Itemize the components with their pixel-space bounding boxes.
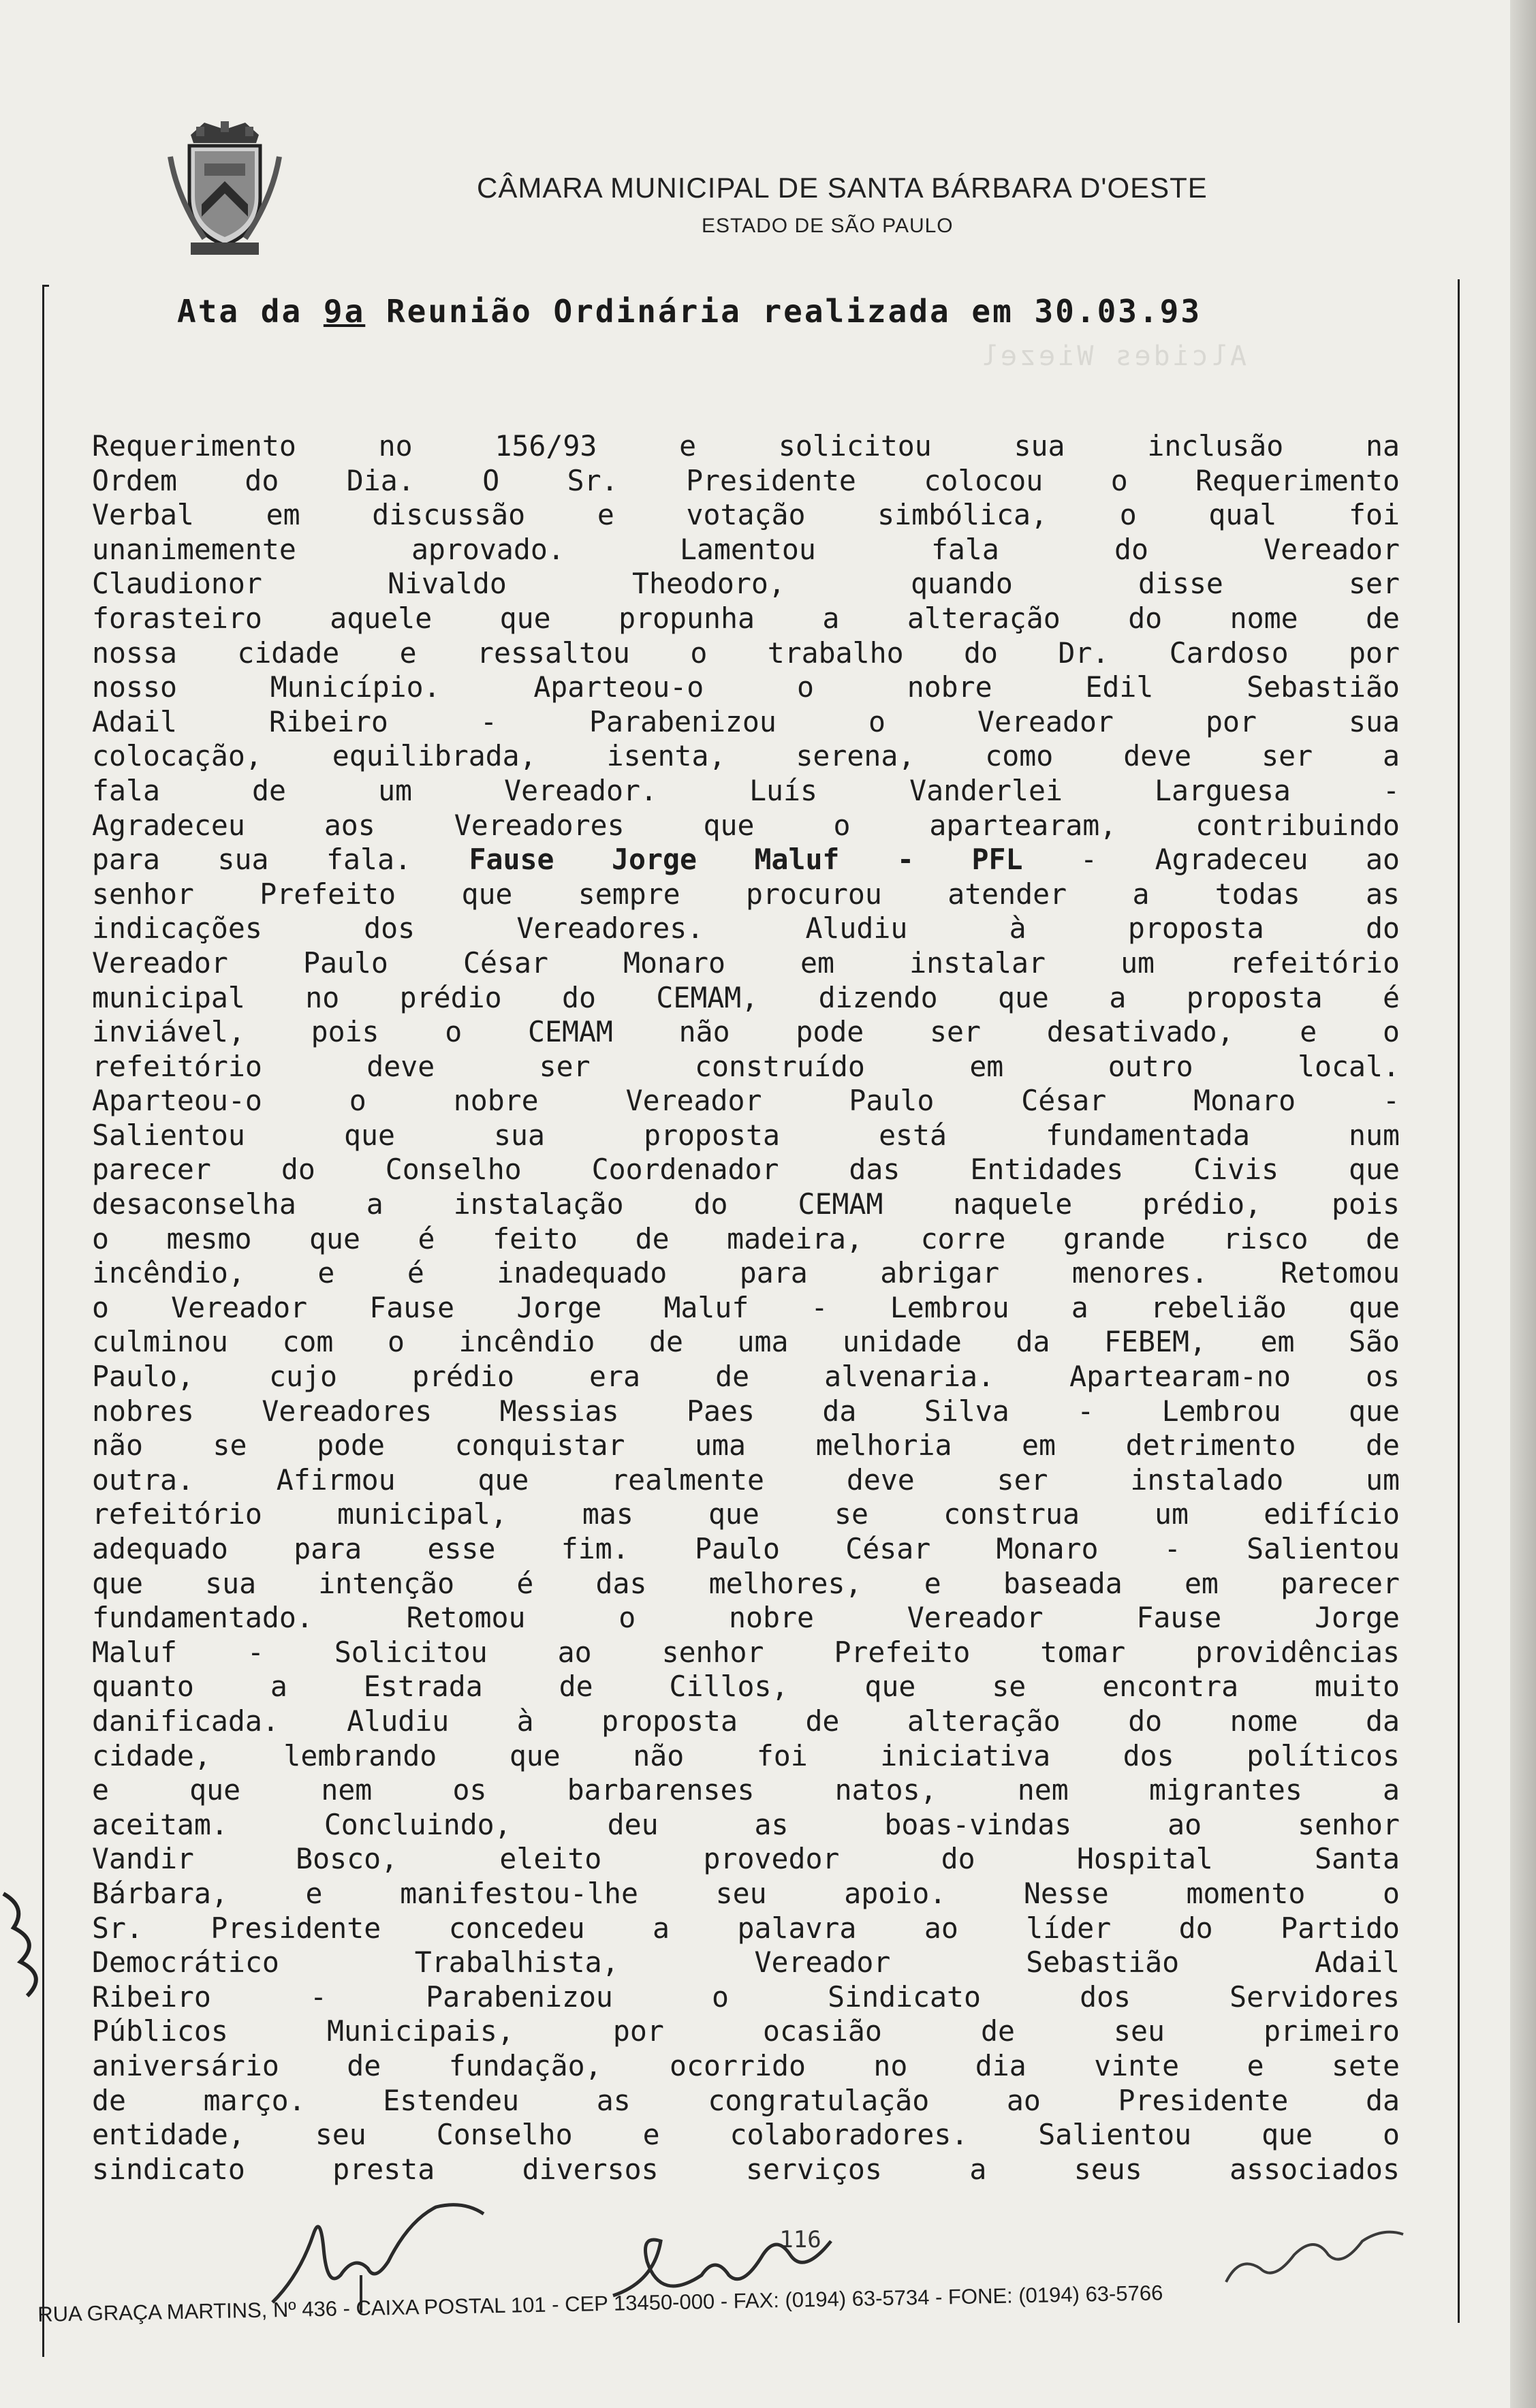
body-line: senhor Prefeito que sempre procurou atender a todas as [92, 877, 1400, 911]
page-edge-shadow [1510, 0, 1536, 2408]
body-line: Verbal em discussão e votação simbólica, o qual foi [92, 498, 1400, 532]
title-suffix: Reunião Ordinária realizada em 30.03.93 [365, 293, 1202, 330]
right-margin-line [1458, 279, 1460, 2323]
body-line: quanto a Estrada de Cillos, que se encontra muito [92, 1670, 1400, 1704]
body-line: Ordem do Dia. O Sr. Presidente colocou o Requerimento [92, 463, 1400, 497]
institution-name: CÂMARA MUNICIPAL DE SANTA BÁRBARA D'OESTE [477, 172, 1208, 204]
body-line: e que nem os barbarenses natos, nem migrantes a [92, 1773, 1400, 1807]
body-line: outra. Afirmou que realmente deve ser instalado um [92, 1463, 1400, 1497]
footer-address: RUA GRAÇA MARTINS, Nº 436 - CAIXA POSTAL 101 - CEP 13450-000 - FAX: (0194) 63-5734 - FONE: (0194) 63-5766 [37, 2281, 1163, 2326]
body-line: Maluf - Solicitou ao senhor Prefeito tomar providências [92, 1635, 1400, 1669]
bleed-through-ghost-text: Alcides Wiezel [978, 341, 1247, 372]
body-line: parecer do Conselho Coordenador das Entidades Civis que [92, 1153, 1400, 1187]
body-line: Claudionor Nivaldo Theodoro, quando disse ser [92, 567, 1400, 601]
body-line: de março. Estendeu as congratulação ao Presidente da [92, 2083, 1400, 2117]
title-number: 9a [323, 293, 366, 330]
left-margin-line [42, 286, 44, 2357]
body-line: desaconselha a instalação do CEMAM naquele prédio, pois [92, 1187, 1400, 1221]
body-line: para sua fala. Fause Jorge Maluf - PFL - Agradeceu ao [92, 843, 1400, 877]
institution-state: ESTADO DE SÃO PAULO [702, 215, 954, 237]
body-line: Salientou que sua proposta está fundamentada num [92, 1118, 1400, 1152]
body-line: Aparteou-o o nobre Vereador Paulo César Monaro - [92, 1084, 1400, 1118]
body-line: o Vereador Fause Jorge Maluf - Lembrou a rebelião que [92, 1290, 1400, 1324]
speaker-name: Fause Jorge Maluf - PFL [469, 843, 1023, 877]
body-line: Adail Ribeiro - Parabenizou o Vereador por sua [92, 704, 1400, 738]
body-line: aniversário de fundação, ocorrido no dia vinte e sete [92, 2048, 1400, 2082]
page-number: 116 [779, 2226, 821, 2253]
body-line: Paulo, cujo prédio era de alvenaria. Apartearam-no os [92, 1360, 1400, 1394]
body-line: cidade, lembrando que não foi iniciativa dos políticos [92, 1738, 1400, 1772]
body-line: incêndio, e é inadequado para abrigar menores. Retomou [92, 1256, 1400, 1290]
body-line: nosso Município. Aparteou-o o nobre Edil Sebastião [92, 670, 1400, 704]
speaker-rest: - Agradeceu ao [1022, 843, 1400, 877]
body-line: Públicos Municipais, por ocasião de seu primeiro [92, 2014, 1400, 2048]
body-line: que sua intenção é das melhores, e baseada em parecer [92, 1566, 1400, 1600]
body-line: aceitam. Concluindo, deu as boas-vindas ao senhor [92, 1807, 1400, 1841]
body-line: Bárbara, e manifestou-lhe seu apoio. Nesse momento o [92, 1876, 1400, 1910]
top-left-rule [42, 285, 49, 287]
body-line: indicações dos Vereadores. Aludiu à proposta do [92, 911, 1400, 945]
handwritten-margin-mark [0, 1880, 61, 2016]
body-line: fundamentado. Retomou o nobre Vereador Fause Jorge [92, 1601, 1400, 1635]
body-line: Agradeceu aos Vereadores que o apartearam, contribuindo [92, 808, 1400, 842]
body-line: danificada. Aludiu à proposta de alteração do nome da [92, 1704, 1400, 1738]
body-line: o mesmo que é feito de madeira, corre grande risco de [92, 1221, 1400, 1255]
body-line: Vandir Bosco, eleito provedor do Hospital Santa [92, 1842, 1400, 1876]
body-line: Vereador Paulo César Monaro em instalar um refeitório [92, 945, 1400, 980]
body-line: municipal no prédio do CEMAM, dizendo que a proposta é [92, 980, 1400, 1014]
body-line: fala de um Vereador. Luís Vanderlei Larguesa - [92, 773, 1400, 807]
body-line: colocação, equilibrada, isenta, serena, como deve ser a [92, 739, 1400, 773]
body-line: refeitório municipal, mas que se construa um edifício [92, 1497, 1400, 1531]
title-prefix: Ata da [177, 293, 324, 330]
body-line: Sr. Presidente concedeu a palavra ao líder do Partido [92, 1911, 1400, 1945]
body-line: inviável, pois o CEMAM não pode ser desativado, e o [92, 1015, 1400, 1049]
body-line: Democrático Trabalhista, Vereador Sebastião Adail [92, 1945, 1400, 1980]
minute-title [177, 293, 1403, 330]
body-line: unanimemente aprovado. Lamentou fala do Vereador [92, 532, 1400, 566]
body-line: forasteiro aquele que propunha a alteração do nome de [92, 601, 1400, 635]
body-line: culminou com o incêndio de uma unidade da FEBEM, em São [92, 1325, 1400, 1359]
minute-body-text [92, 429, 1400, 2187]
body-line: não se pode conquistar uma melhoria em detrimento de [92, 1428, 1400, 1463]
municipal-coat-of-arms-icon [163, 116, 286, 259]
body-line: sindicato presta diversos serviços a seus associados [92, 2152, 1400, 2186]
body-line: Requerimento no 156/93 e solicitou sua inclusão na [92, 429, 1400, 463]
body-line: nossa cidade e ressaltou o trabalho do Dr. Cardoso por [92, 636, 1400, 670]
body-line: entidade, seu Conselho e colaboradores. Salientou que o [92, 2118, 1400, 2152]
body-line: Ribeiro - Parabenizou o Sindicato dos Servidores [92, 1980, 1400, 2014]
body-line: nobres Vereadores Messias Paes da Silva - Lembrou que [92, 1394, 1400, 1428]
body-line: refeitório deve ser construído em outro local. [92, 1049, 1400, 1083]
body-line: adequado para esse fim. Paulo César Monaro - Salientou [92, 1532, 1400, 1565]
